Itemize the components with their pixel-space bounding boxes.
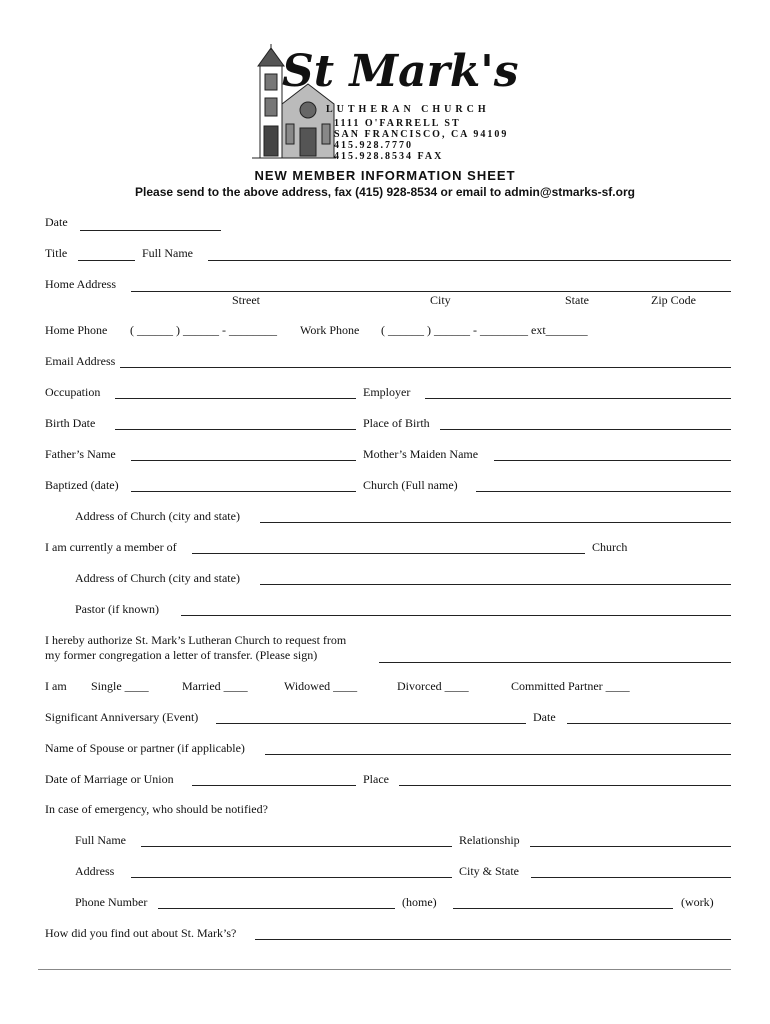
em-home-label: (home) — [402, 895, 437, 909]
logo-church-line: LUTHERAN CHURCH — [326, 104, 490, 115]
place-of-birth-field[interactable] — [440, 429, 731, 430]
committed-partner-option[interactable]: Committed Partner ____ — [511, 679, 630, 693]
occupation-field[interactable] — [115, 398, 356, 399]
mothers-maiden-name-label: Mother’s Maiden Name — [363, 447, 479, 461]
em-full-name-field[interactable] — [141, 846, 452, 847]
church-label: Church — [592, 540, 628, 554]
authorize-text-1: I hereby authorize St. Mark’s Lutheran Church to request from — [45, 633, 347, 647]
em-relationship-label: Relationship — [459, 833, 520, 847]
form-title: NEW MEMBER INFORMATION SHEET — [254, 168, 516, 183]
email-label: Email Address — [45, 354, 116, 368]
em-work-label: (work) — [681, 895, 714, 909]
em-address-field[interactable] — [131, 877, 452, 878]
email-field[interactable] — [120, 367, 731, 368]
home-phone-field[interactable]: ( ______ ) ______ - ________ — [130, 323, 277, 337]
place-of-birth-label: Place of Birth — [363, 416, 430, 430]
anniversary-date-field[interactable] — [567, 723, 731, 724]
fathers-name-field[interactable] — [131, 460, 356, 461]
em-phone-home-field[interactable] — [158, 908, 395, 909]
anniversary-field[interactable] — [216, 723, 526, 724]
found-out-label: How did you find out about St. Mark’s? — [45, 926, 237, 940]
birth-date-label: Birth Date — [45, 416, 96, 430]
logo-address-1: 1111 O'FARRELL ST — [334, 118, 461, 129]
occupation-label: Occupation — [45, 385, 101, 399]
logo-phone: 415.928.7770 — [334, 140, 413, 151]
found-out-field[interactable] — [255, 939, 731, 940]
single-option[interactable]: Single ____ — [91, 679, 149, 693]
church-full-name-label: Church (Full name) — [363, 478, 458, 492]
state-label: State — [565, 293, 589, 307]
home-phone-label: Home Phone — [45, 323, 108, 337]
logo-address-2: SAN FRANCISCO, CA 94109 — [334, 129, 509, 140]
mothers-maiden-name-field[interactable] — [494, 460, 731, 461]
authorize-text-2: my former congregation a letter of transfer. (Please sign) — [45, 648, 318, 662]
date-label: Date — [45, 215, 68, 229]
marriage-date-label: Date of Marriage or Union — [45, 772, 174, 786]
spouse-name-label: Name of Spouse or partner (if applicable) — [45, 741, 245, 755]
anniversary-label: Significant Anniversary (Event) — [45, 710, 199, 724]
i-am-label: I am — [45, 679, 67, 693]
em-phone-label: Phone Number — [75, 895, 148, 909]
em-full-name-label: Full Name — [75, 833, 126, 847]
logo-script: St Mark's — [282, 46, 519, 97]
address-of-church-label-1: Address of Church (city and state) — [75, 509, 240, 523]
address-of-church-field-2[interactable] — [260, 584, 731, 585]
title-field[interactable] — [78, 260, 135, 261]
em-city-state-field[interactable] — [531, 877, 731, 878]
form-subtitle: Please send to the above address, fax (415) 928-8534 or email to admin@stmarks-sf.org — [135, 185, 635, 199]
zip-label: Zip Code — [651, 293, 696, 307]
baptized-date-field[interactable] — [131, 491, 356, 492]
place-field[interactable] — [399, 785, 731, 786]
birth-date-field[interactable] — [115, 429, 356, 430]
em-city-state-label: City & State — [459, 864, 519, 878]
em-address-label: Address — [75, 864, 115, 878]
marriage-date-field[interactable] — [192, 785, 356, 786]
full-name-field[interactable] — [208, 260, 731, 261]
city-label: City — [430, 293, 451, 307]
em-relationship-field[interactable] — [530, 846, 731, 847]
member-of-label: I am currently a member of — [45, 540, 177, 554]
logo-fax: 415.928.8534 FAX — [334, 151, 444, 162]
employer-field[interactable] — [425, 398, 731, 399]
full-name-label: Full Name — [142, 246, 193, 260]
signature-field[interactable] — [379, 662, 731, 663]
church-full-name-field[interactable] — [476, 491, 731, 492]
spouse-name-field[interactable] — [265, 754, 731, 755]
bottom-divider — [38, 969, 731, 970]
employer-label: Employer — [363, 385, 411, 399]
em-phone-work-field[interactable] — [453, 908, 673, 909]
married-option[interactable]: Married ____ — [182, 679, 248, 693]
pastor-label: Pastor (if known) — [75, 602, 159, 616]
member-of-field[interactable] — [192, 553, 585, 554]
work-phone-field[interactable]: ( ______ ) ______ - ________ ext_______ — [381, 323, 588, 337]
emergency-label: In case of emergency, who should be notified? — [45, 802, 268, 816]
address-of-church-label-2: Address of Church (city and state) — [75, 571, 240, 585]
anniversary-date-label: Date — [533, 710, 556, 724]
place-label: Place — [363, 772, 389, 786]
fathers-name-label: Father’s Name — [45, 447, 116, 461]
date-field[interactable] — [80, 230, 221, 231]
address-of-church-field-1[interactable] — [260, 522, 731, 523]
street-label: Street — [232, 293, 260, 307]
widowed-option[interactable]: Widowed ____ — [284, 679, 358, 693]
home-address-label: Home Address — [45, 277, 116, 291]
home-address-field[interactable] — [131, 291, 731, 292]
baptized-date-label: Baptized (date) — [45, 478, 119, 492]
work-phone-label: Work Phone — [300, 323, 360, 337]
title-label: Title — [45, 246, 68, 260]
pastor-field[interactable] — [181, 615, 731, 616]
divorced-option[interactable]: Divorced ____ — [397, 679, 469, 693]
